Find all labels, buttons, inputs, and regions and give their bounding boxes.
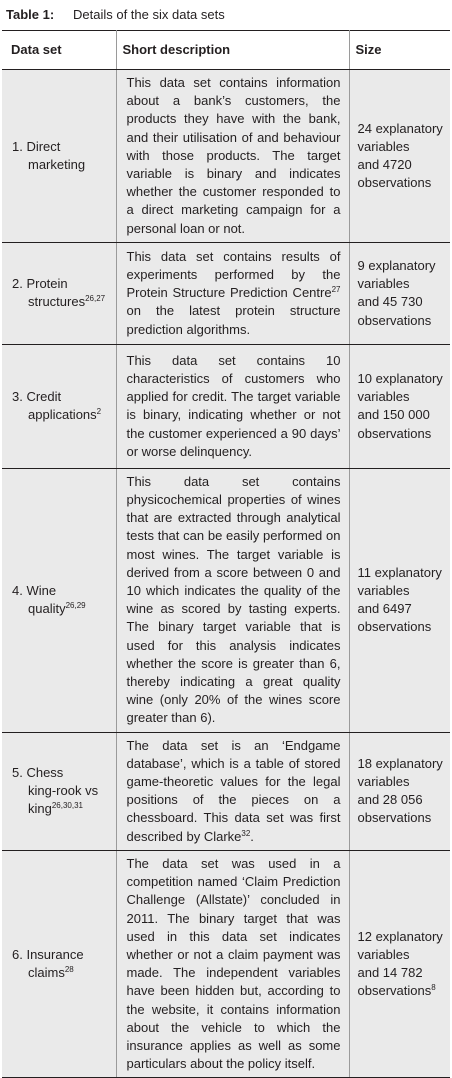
table-row xyxy=(2,850,450,1077)
dataset-size-cell xyxy=(349,344,450,468)
dataset-name: 1. Direct xyxy=(12,138,61,154)
table-row xyxy=(2,732,450,850)
dataset-size-cell xyxy=(349,242,450,344)
dataset-size-variables: 9 explanatory variables xyxy=(357,257,436,292)
reference-superscript: 26,30,31 xyxy=(51,801,83,811)
dataset-size-cell xyxy=(349,468,450,732)
table-caption-title: Details of the six data sets xyxy=(73,7,225,22)
dataset-name-cont: quality$^{26,29}$ xyxy=(28,601,86,617)
dataset-size-observations: and 28 056 observations xyxy=(357,792,432,826)
dataset-name: 3. Credit xyxy=(12,389,62,405)
dataset-size-cell xyxy=(349,70,450,243)
dataset-size-observations: and 150 000 observations xyxy=(357,407,432,441)
dataset-name-cont: structures$^{26,27}$ xyxy=(28,294,106,310)
dataset-name-cell xyxy=(2,850,116,1077)
dataset-description: This data set contains information about a bank’s customers, the products they have with the bank, and their utilisation of and behaviour with those products. The target variable is binary and indicates whether the customer responded to a direct marketing campaign for a personal loan or not. xyxy=(116,70,349,243)
dataset-description: This data set contains physicochemical properties of wines that are extracted through analytical tests that can be easily performed on most wines. The target variable is derived from a score between 0 and 10 which indicates the quality of the wine as scored by tasting experts. The binary target variable that is used for this analysis indicates whether the score is greater than 6, thereby indicating a great quality wine (only 20% of the wines score greater than 6). xyxy=(116,468,349,732)
dataset-name-cell xyxy=(2,468,116,732)
dataset-description: This data set contains results of experiments performed by the Protein Structure Prediction Centre$^{27}$ on the latest protein structure prediction algorithms. xyxy=(116,242,349,344)
dataset-name-cell xyxy=(2,242,116,344)
reference-superscript: 27 xyxy=(331,285,341,295)
table-caption xyxy=(0,0,452,30)
header-description: Short description xyxy=(116,31,349,70)
dataset-name: 6. Insurance xyxy=(12,946,84,962)
dataset-name-cont: applications$^2$ xyxy=(28,407,102,423)
table-row xyxy=(2,70,450,243)
table-body xyxy=(2,70,450,1078)
dataset-size-observations: and 14 782 observations$^8$ xyxy=(357,965,436,999)
dataset-size-variables: 11 explanatory variables xyxy=(357,564,442,599)
dataset-description: The data set is an ‘Endgame database’, which is a table of stored game-theoretic values for the legal positions of the pieces on a chessboard. This data set was first described by Clarke$^{32}$. xyxy=(116,732,349,850)
table-row xyxy=(2,242,450,344)
table-header xyxy=(2,31,450,70)
dataset-name-cell xyxy=(2,732,116,850)
dataset-name: 2. Protein xyxy=(12,276,68,292)
reference-superscript: 2 xyxy=(96,407,102,417)
header-size: Size xyxy=(349,31,450,70)
reference-superscript: 8 xyxy=(431,983,436,993)
header-dataset: Data set xyxy=(2,31,116,70)
dataset-size-observations: and 45 730 observations xyxy=(357,294,432,328)
datasets-table xyxy=(2,30,450,1078)
dataset-size-cell xyxy=(349,732,450,850)
dataset-size-variables: 18 explanatory variables xyxy=(357,755,443,790)
table-caption-label: Table 1: xyxy=(6,7,55,22)
dataset-name-cell xyxy=(2,70,116,243)
dataset-name-cell xyxy=(2,344,116,468)
dataset-size-variables: 12 explanatory variables xyxy=(357,928,443,962)
table-row xyxy=(2,468,450,732)
reference-superscript: 26,27 xyxy=(85,294,106,304)
reference-superscript: 28 xyxy=(64,965,74,975)
dataset-size-observations: and 4720 observations xyxy=(357,156,432,191)
dataset-name-cont: king$^{26,30,31}$ xyxy=(28,801,83,817)
reference-superscript: 32 xyxy=(241,828,251,838)
reference-superscript: 26,29 xyxy=(65,601,86,611)
header-row xyxy=(2,31,450,70)
dataset-name-cont: marketing xyxy=(28,156,86,172)
dataset-description: The data set was used in a competition named ‘Claim Prediction Challenge (Allstate)’ concluded in 2011. The binary target that was used in this data set indicates whether or not a claim payment was made. The independent variables have been hidden but, according to the website, it contains information about the vehicle to which the insurance applies as well as some particulars about the policy itself. xyxy=(116,850,349,1077)
dataset-size-observations: and 6497 observations xyxy=(357,601,432,635)
dataset-name-cont: claims$^{28}$ xyxy=(28,965,74,981)
dataset-size-variables: 24 explanatory variables xyxy=(357,120,443,154)
dataset-name: 4. Wine xyxy=(12,583,57,599)
dataset-size-variables: 10 explanatory variables xyxy=(357,370,443,405)
table-row xyxy=(2,344,450,468)
dataset-description: This data set contains 10 characteristics of customers who applied for credit. The target variable is binary, indicating whether or not the customer experienced a 90 days’ or worse delinquency. xyxy=(116,344,349,468)
dataset-name: 5. Chess xyxy=(12,764,64,780)
dataset-name-cont: king-rook vs xyxy=(28,783,99,799)
dataset-size-cell xyxy=(349,850,450,1077)
